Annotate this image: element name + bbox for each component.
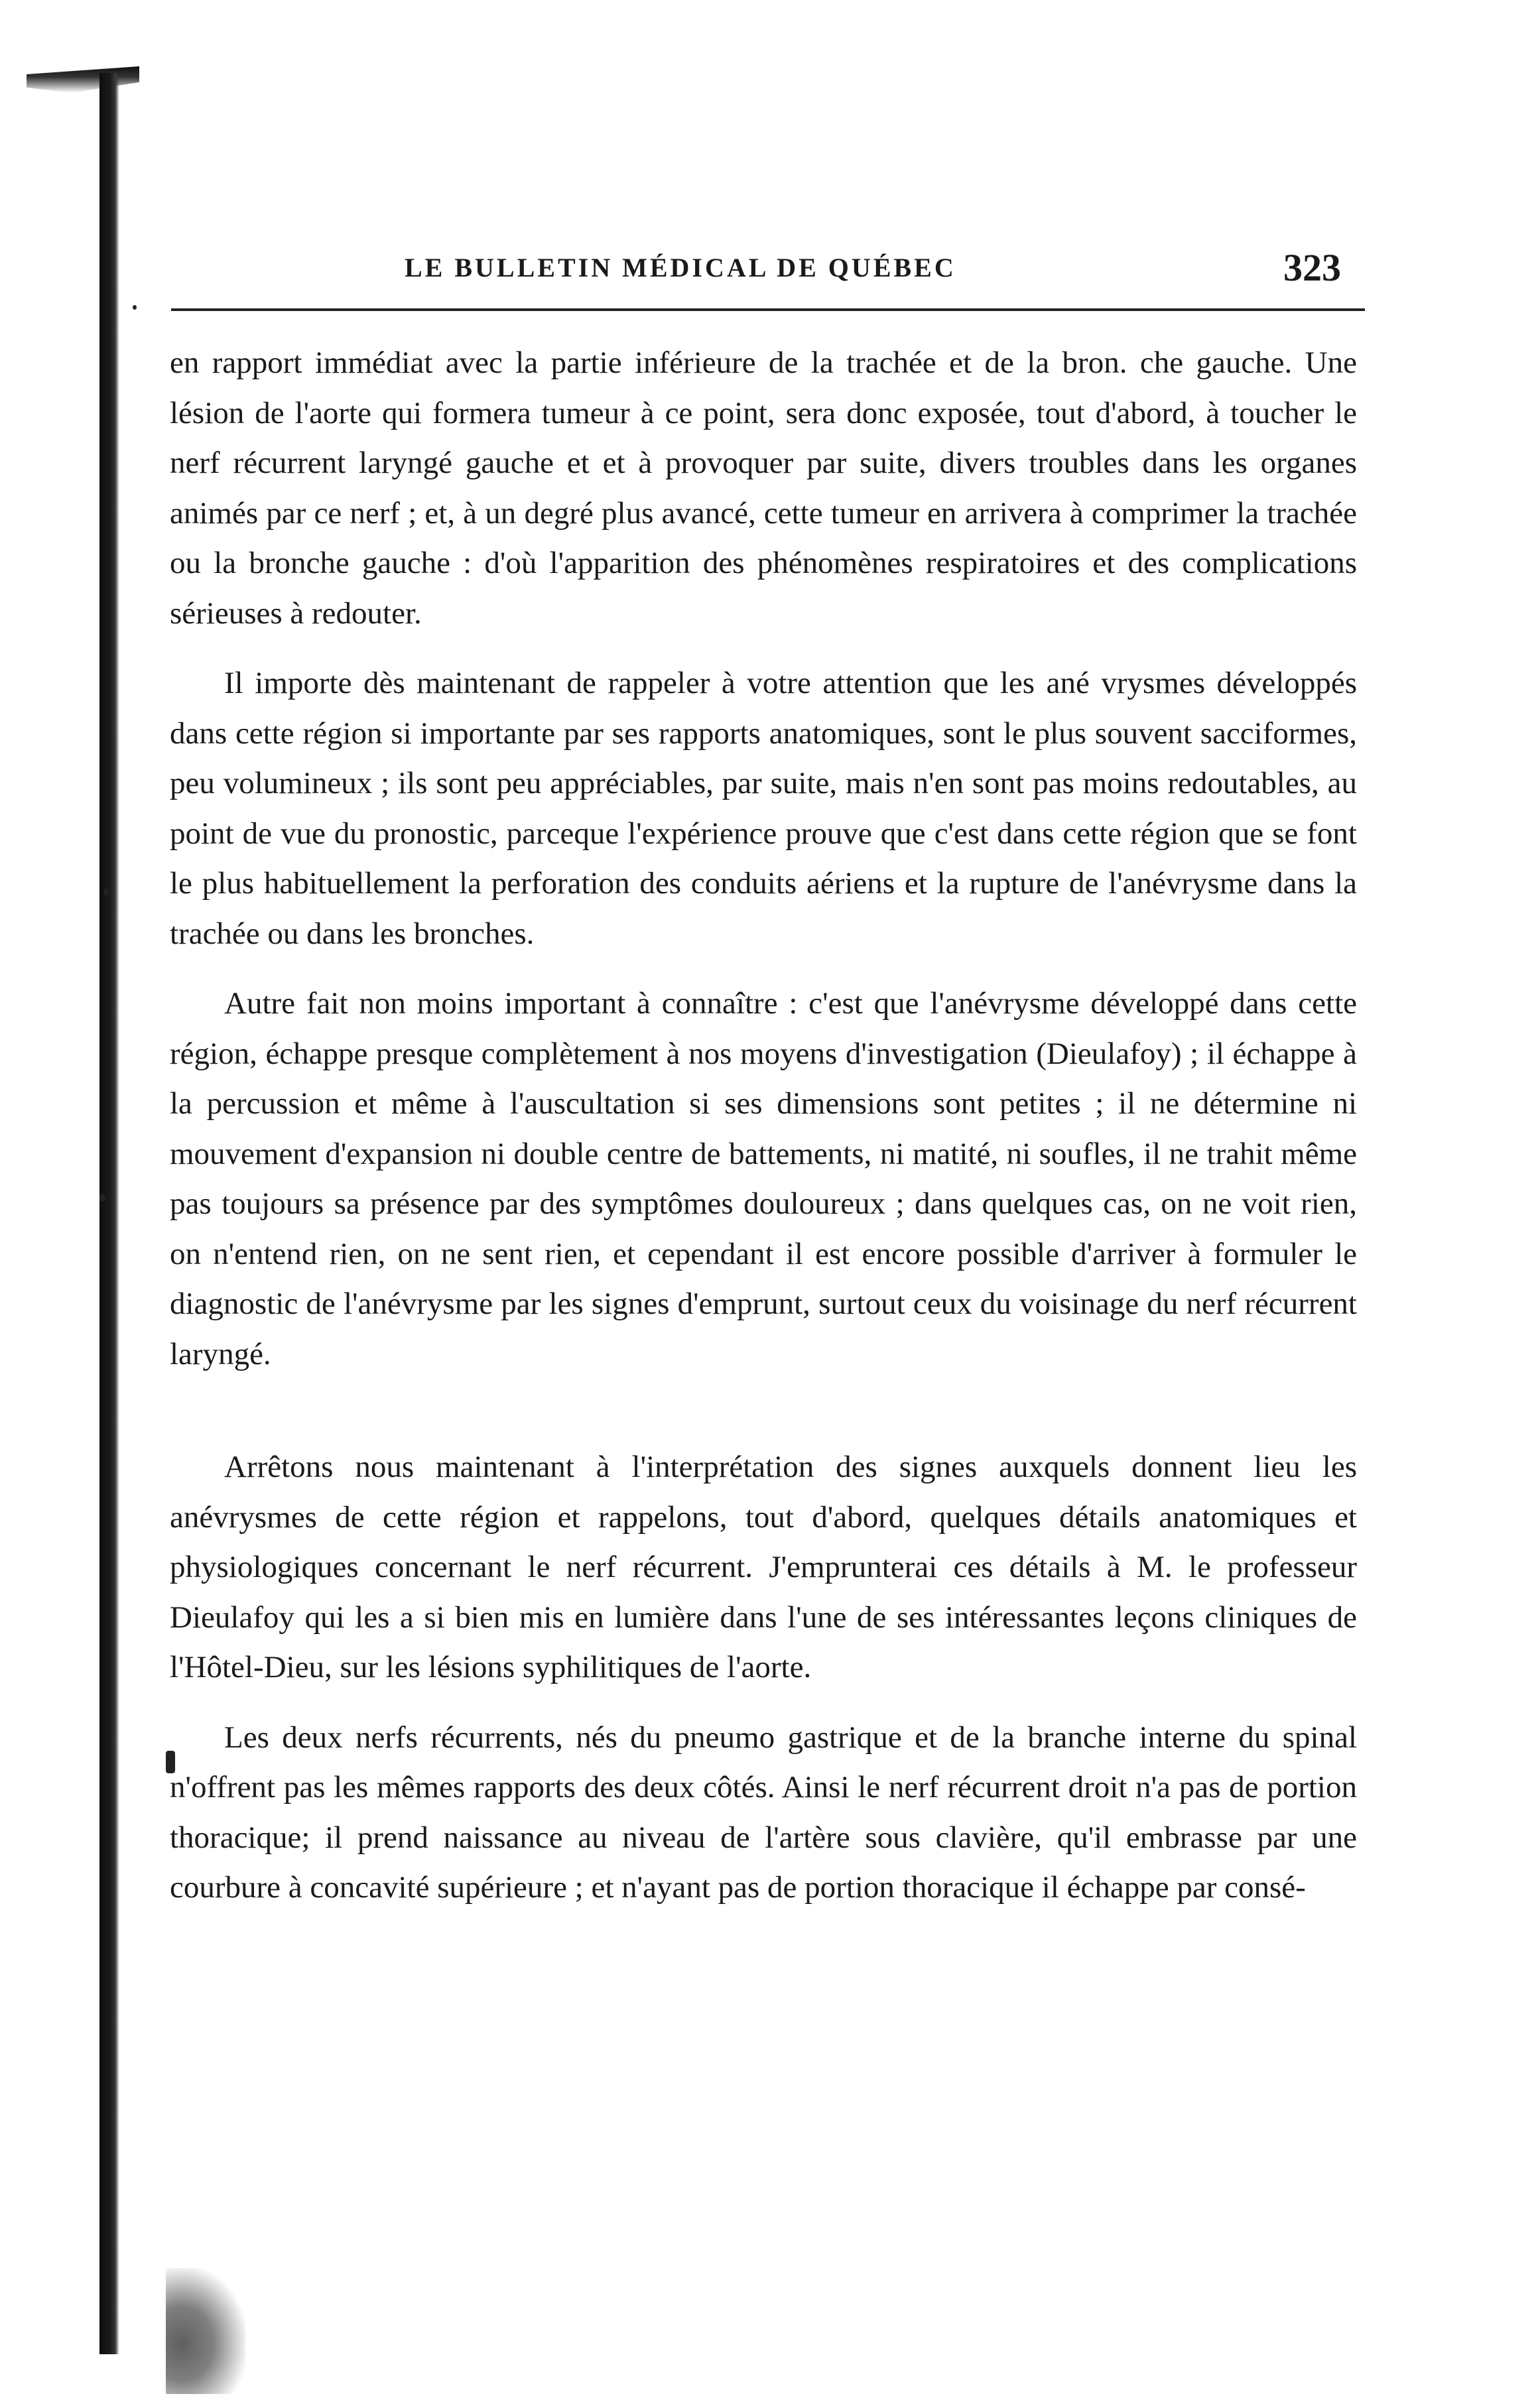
binding-edge — [99, 73, 119, 2354]
page-header — [0, 245, 1540, 292]
body-text — [170, 338, 1357, 1913]
paragraph: Arrêtons nous maintenant à l'interprétation des signes auxquels donnent lieu les anévrysmes de cette région et rappelons, tout d'abord, quelques détails anatomiques et physiologiques concernant le nerf récurrent. J'emprunterai ces détails à M. le professeur Dieulafoy qui les a si bien mis en lumière dans l'une de ses intéressantes leçons cliniques de l'Hôtel-Dieu, sur les lésions syphilitiques de l'aorte. — [170, 1450, 1357, 1684]
paragraph: Autre fait non moins important à connaître : c'est que l'anévrysme développé dans cette région, échappe presque complètement à nos moyens d'investigation (Dieulafoy) ; il échappe à la percussion et même à l'auscultation si ses dimensions sont petites ; il ne détermine ni mouvement d'expansion ni double centre de battements, ni matité, ni soufles, il ne trahit même pas toujours sa présence par des symptômes douloureux ; dans quelques cas, on ne voit rien, on n'entend rien, on ne sent rien, et cependant il est encore possible d'arriver à formuler le diagnostic de l'anévrysme par les signes d'emprunt, surtout ceux du voisinage du nerf récurrent laryngé. — [170, 986, 1357, 1371]
paragraph: en rapport immédiat avec la partie inférieure de la trachée et de la bron. che gauche. Une lésion de l'aorte qui formera tumeur à ce point, sera donc exposée, tout d'abord, à toucher le nerf récurrent laryngé gauche et et à provoquer par suite, divers troubles dans les organes animés par ce nerf ; et, à un degré plus avancé, cette tumeur en arrivera à comprimer la trachée ou la bronche gauche : d'où l'apparition des phénomènes respiratoires et des complications sérieuses à redouter. — [170, 346, 1357, 631]
running-head: LE BULLETIN MÉDICAL DE QUÉBEC — [405, 253, 956, 283]
binding-bottom-shadow — [166, 2268, 245, 2394]
paragraph: Les deux nerfs récurrents, nés du pneumo gastrique et de la branche interne du spinal n'offrent pas les mêmes rapports des deux côtés. Ainsi le nerf récurrent droit n'a pas de portion thoracique; il prend naissance au niveau de l'artère sous clavière, qu'il embrasse par une courbure à concavité supérieure ; et n'ayant pas de portion thoracique il échappe par consé- — [170, 1720, 1357, 1905]
paragraph: Il importe dès maintenant de rappeler à votre attention que les ané vrysmes développés dans cette région si importante par ses rapports anatomiques, sont le plus souvent sacciformes, peu volumineux ; ils sont peu appréciables, par suite, mais n'en sont pas moins redoutables, au point de vue du pronostic, parceque l'expérience prouve que c'est dans cette région que se font le plus habituellement la perforation des conduits aériens et la rupture de l'anévrysme dans la trachée ou dans les bronches. — [170, 666, 1357, 951]
header-rule — [171, 308, 1365, 311]
scan-speck — [103, 889, 109, 895]
scan-speck — [133, 305, 137, 310]
binding-top-shadow — [27, 66, 139, 93]
scan-speck — [99, 1194, 105, 1202]
page-number: 323 — [1283, 246, 1341, 289]
